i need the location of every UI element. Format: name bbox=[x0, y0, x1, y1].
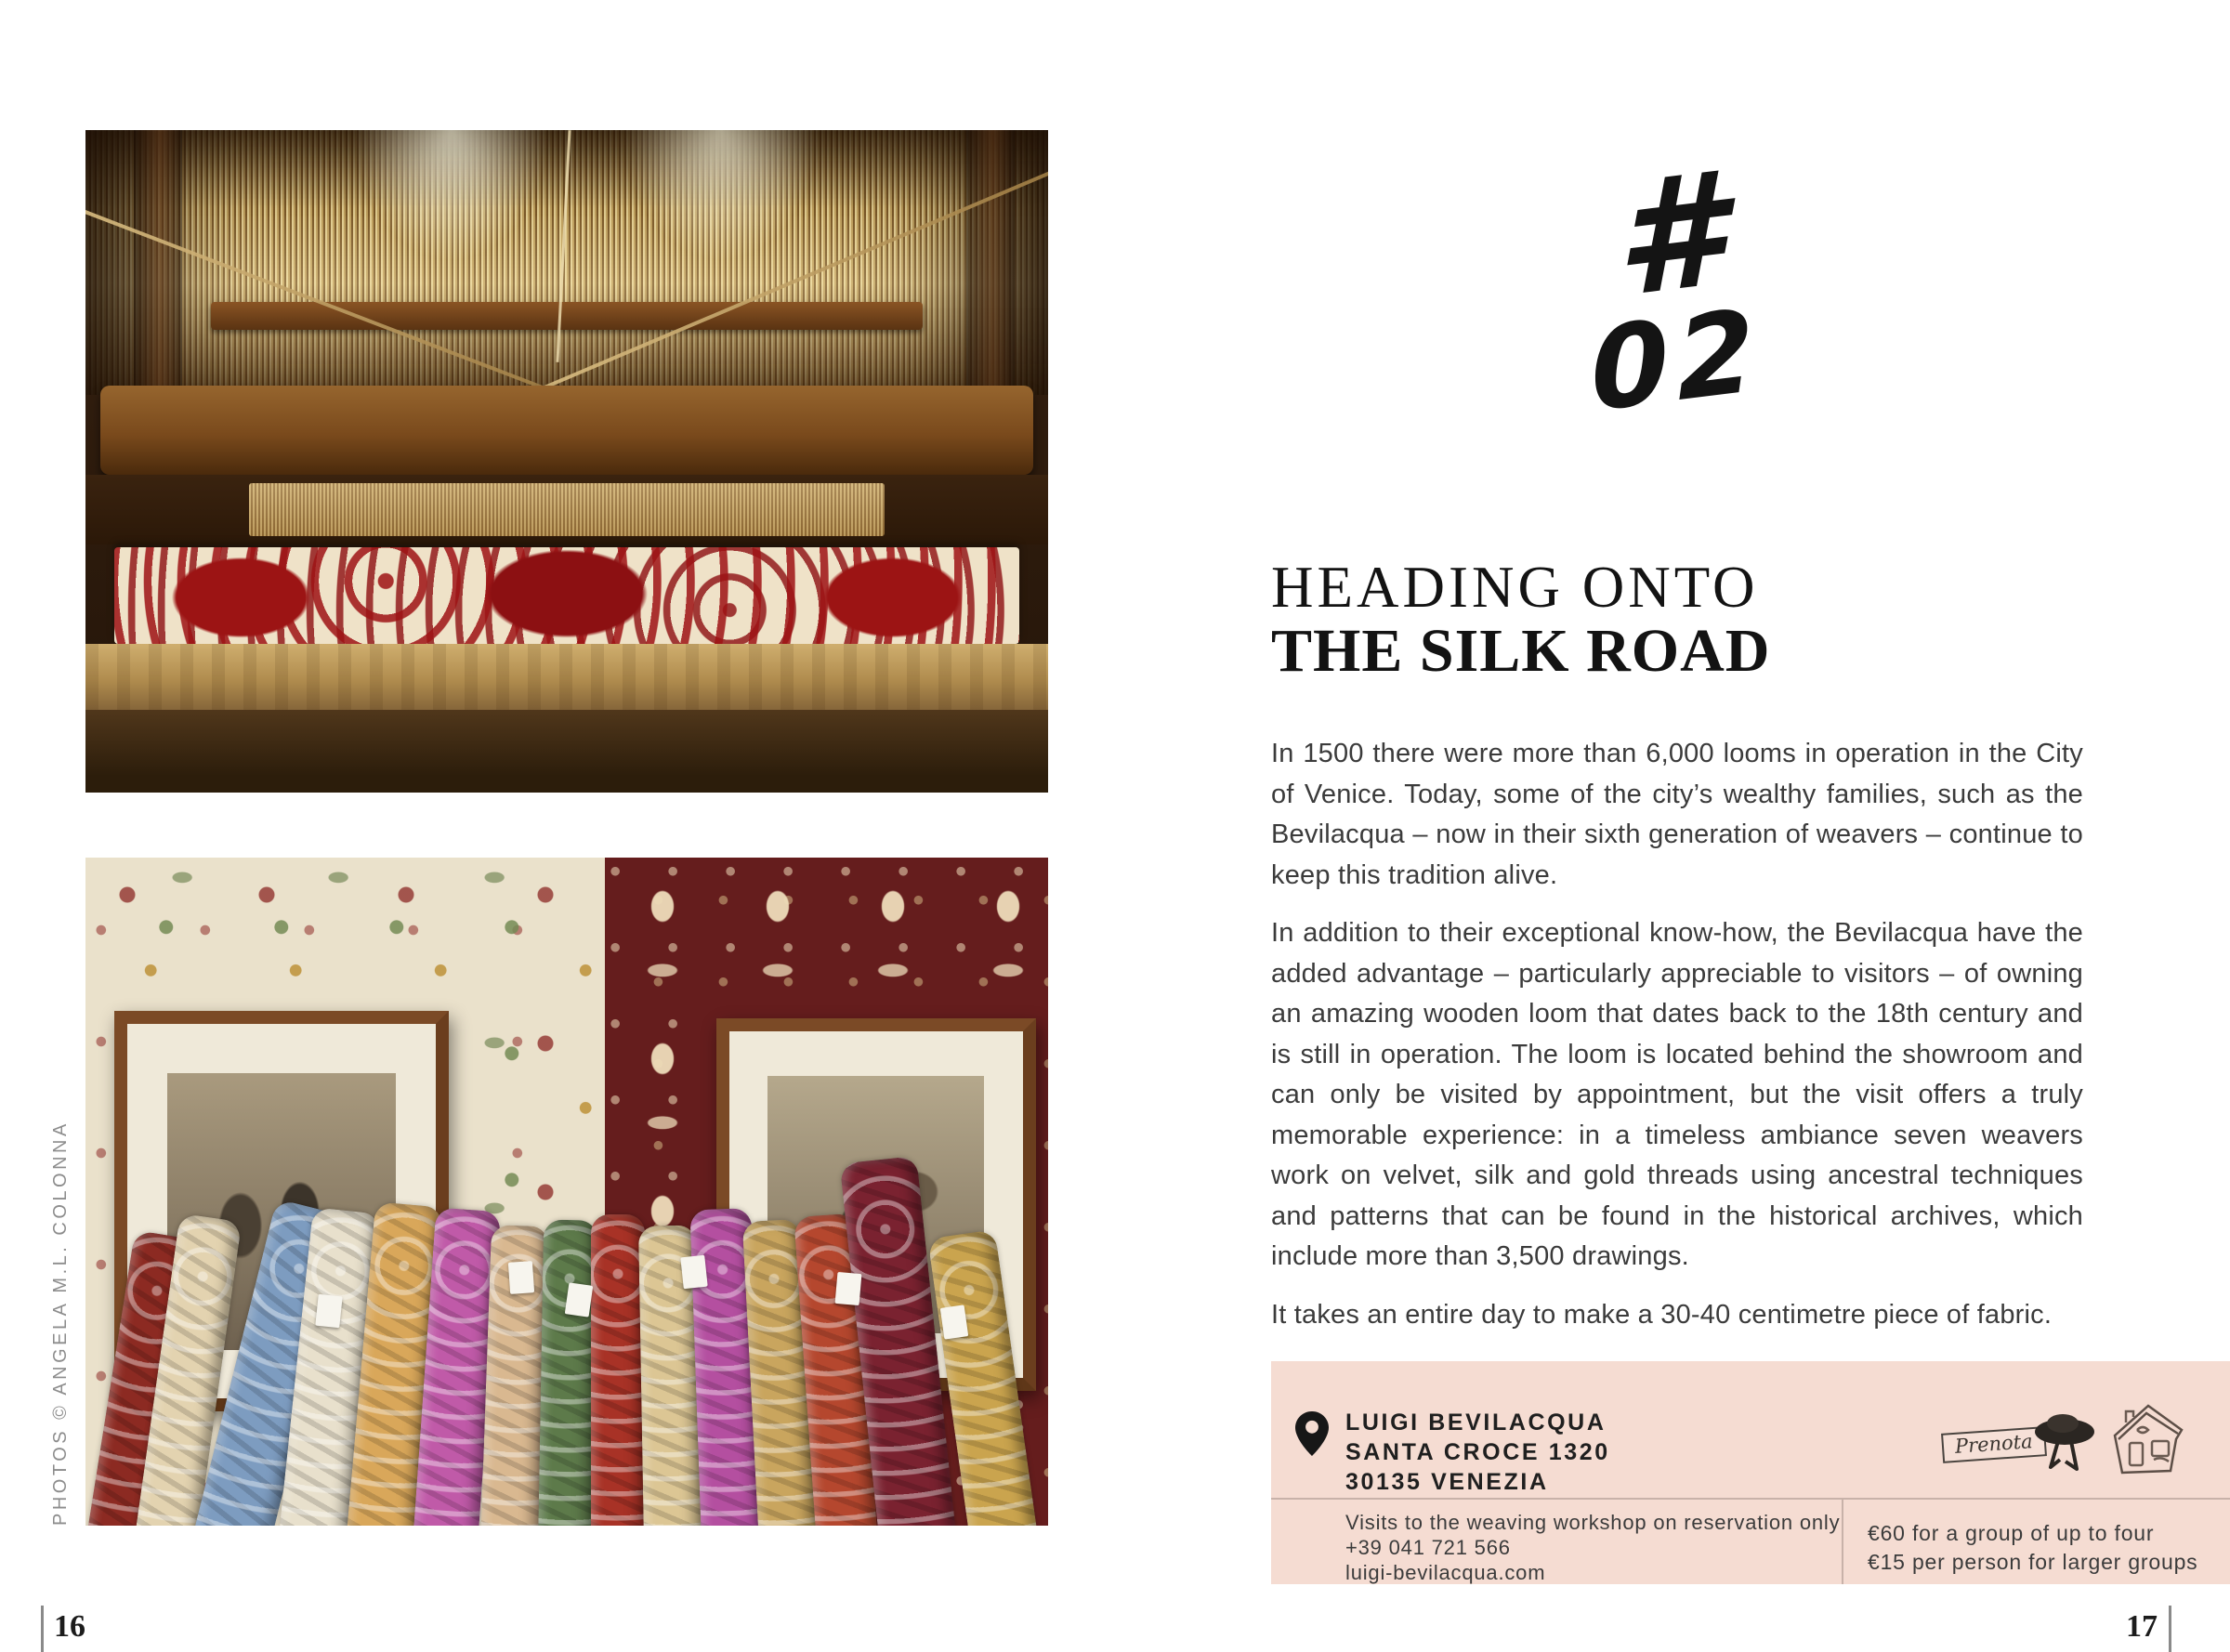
photo-credit: PHOTOS © ANGELA M.L. COLONNA bbox=[50, 1121, 71, 1526]
address-block bbox=[1345, 1408, 1610, 1497]
article-title-line1: HEADING ONTO bbox=[1271, 555, 1759, 620]
article-title bbox=[1271, 556, 1770, 684]
gondolier-hat-icon bbox=[2031, 1409, 2098, 1473]
venue-city: 30135 VENEZIA bbox=[1345, 1469, 1549, 1495]
phone-number: +39 041 721 566 bbox=[1345, 1536, 1511, 1559]
fabric-roll bbox=[591, 1214, 645, 1526]
loom-base-wood bbox=[85, 710, 1048, 793]
venue-street: SANTA CROCE 1320 bbox=[1345, 1439, 1610, 1465]
website: luigi-bevilacqua.com bbox=[1345, 1561, 1546, 1584]
red-velvet-fabric bbox=[114, 547, 1019, 643]
prenota-stamp: Prenota bbox=[1941, 1426, 2047, 1463]
page-number-right: 17 bbox=[2126, 1609, 2158, 1644]
loom-reed bbox=[85, 475, 1048, 544]
visit-details bbox=[1345, 1510, 1840, 1585]
loom-post-right bbox=[966, 130, 1015, 401]
hash-glyph: # bbox=[1610, 137, 1729, 334]
issue-number bbox=[1574, 137, 1771, 438]
fabric-rolls bbox=[85, 1245, 1048, 1526]
photo-showroom bbox=[85, 858, 1048, 1526]
photo-loom bbox=[85, 130, 1048, 793]
price-person: €15 per person for larger groups bbox=[1868, 1550, 2198, 1574]
venue-name: LUIGI BEVILACQUA bbox=[1345, 1409, 1607, 1436]
info-box-vertical-divider bbox=[1842, 1500, 1843, 1584]
location-pin-icon bbox=[1295, 1411, 1329, 1456]
paragraph: It takes an entire day to make a 30-40 centimetre piece of fabric. bbox=[1271, 1299, 2053, 1330]
price-tag bbox=[835, 1272, 862, 1305]
info-box-horizontal-divider bbox=[1271, 1498, 2230, 1500]
loom-reed-mesh bbox=[249, 483, 885, 536]
price-tag bbox=[565, 1283, 593, 1318]
visit-note: Visits to the weaving workshop on reservation only bbox=[1345, 1511, 1841, 1534]
pricing-details bbox=[1868, 1519, 2197, 1577]
house-sketch-icon bbox=[2105, 1398, 2187, 1478]
price-tag bbox=[940, 1305, 968, 1340]
loom-post-left bbox=[134, 130, 182, 401]
practical-info-box bbox=[1271, 1361, 2230, 1584]
price-tag bbox=[508, 1261, 534, 1294]
loom-breast-beam bbox=[100, 386, 1034, 475]
issue-number-value: 02 bbox=[1587, 283, 1766, 438]
article-body bbox=[1271, 734, 2083, 1353]
folio-rule-right bbox=[2169, 1606, 2171, 1652]
page-number-left: 16 bbox=[54, 1609, 85, 1644]
price-tag bbox=[315, 1294, 342, 1329]
fabric-roll bbox=[538, 1219, 597, 1526]
price-tag bbox=[681, 1255, 708, 1290]
paragraph: In addition to their exceptional know-how, the Bevilacqua have the added advantage – particularly appreciable to visitors – of owning an amazing wooden loom that dates back to the 18th century and is still in operation. The loom is located behind the showroom and can only be visited by appointment, but the visit offers a truly memorable experience: in a timeless ambiance seven weavers work on velvet, silk and gold threads using ancestral techniques and patterns that can be found in the historical archives, which include more than 3,500 drawings. bbox=[1271, 918, 2083, 1271]
paragraph: In 1500 there were more than 6,000 looms in operation in the City of Venice. Today, some of the city’s wealthy families, such as the Bevilacqua – now in their sixth generation of weavers – continue to keep this tradition alive. bbox=[1271, 739, 2083, 890]
price-group: €60 for a group of up to four bbox=[1868, 1521, 2155, 1545]
article-title-line2: THE SILK ROAD bbox=[1271, 617, 1771, 685]
folio-rule-left bbox=[41, 1606, 44, 1652]
loom-front-plank bbox=[85, 644, 1048, 710]
loom-heddle-bar bbox=[211, 302, 924, 330]
